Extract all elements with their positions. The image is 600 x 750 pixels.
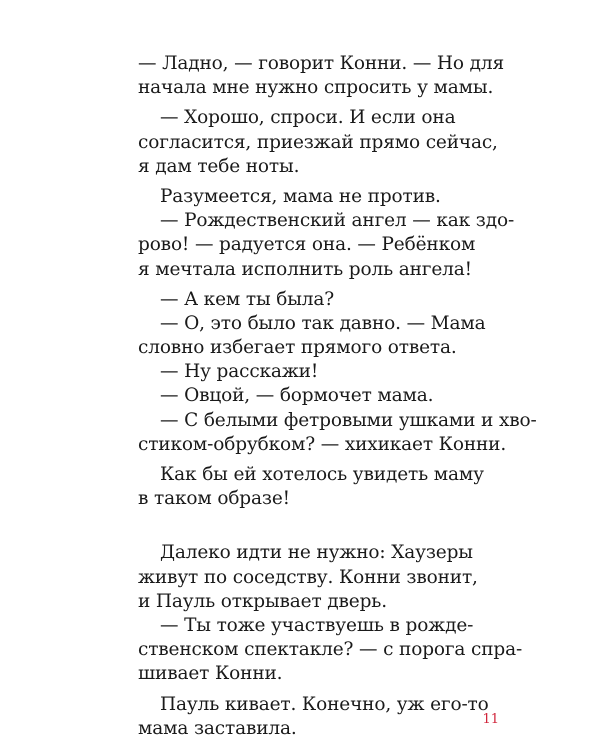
text-line: согласится, приезжай прямо сейчас, bbox=[138, 131, 498, 153]
text-line: мама заставила. bbox=[138, 717, 297, 739]
text-line: я дам тебе ноты. bbox=[138, 155, 300, 177]
text-line: Далеко идти не нужно: Хаузеры bbox=[160, 542, 473, 564]
text-line: Разумеется, мама не против. bbox=[160, 185, 441, 207]
text-line: начала мне нужно спросить у мамы. bbox=[138, 77, 494, 99]
text-line: стиком-обрубком? — хихикает Конни. bbox=[138, 433, 507, 455]
text-line: Пауль кивает. Конечно, уж его-то bbox=[160, 693, 489, 715]
text-line: — Овцой, — бормочет мама. bbox=[160, 385, 434, 407]
text-line: рово! — радуется она. — Ребёнком bbox=[138, 234, 476, 256]
text-line: шивает Конни. bbox=[138, 663, 283, 685]
text-line: в таком образе! bbox=[138, 488, 290, 510]
text-line: ственском спектакле? — с порога спра- bbox=[138, 639, 523, 661]
text-line: — Ну расскажи! bbox=[160, 361, 319, 383]
text-line: и Пауль открывает дверь. bbox=[138, 590, 387, 612]
text-line: живут по соседству. Конни звонит, bbox=[138, 566, 478, 588]
page-body bbox=[138, 52, 537, 741]
text-line: — Ладно, — говорит Конни. — Но для bbox=[138, 53, 504, 74]
page-number: 11 bbox=[482, 712, 499, 727]
text-line: Как бы ей хотелось увидеть маму bbox=[160, 464, 484, 485]
text-line: — Ты тоже участвуешь в рожде- bbox=[160, 614, 474, 636]
text-line: — Хорошо, спроси. И если она bbox=[160, 107, 456, 129]
text-line: я мечтала исполнить роль ангела! bbox=[138, 258, 472, 280]
text-line: — О, это было так давно. — Мама bbox=[160, 312, 486, 334]
text-line: — С белыми фетровыми ушками и хво- bbox=[160, 409, 537, 431]
text-line: словно избегает прямого ответа. bbox=[138, 337, 457, 359]
text-line: — Рождественский ангел — как здо- bbox=[160, 210, 515, 232]
text-line: — А кем ты была? bbox=[160, 288, 335, 310]
